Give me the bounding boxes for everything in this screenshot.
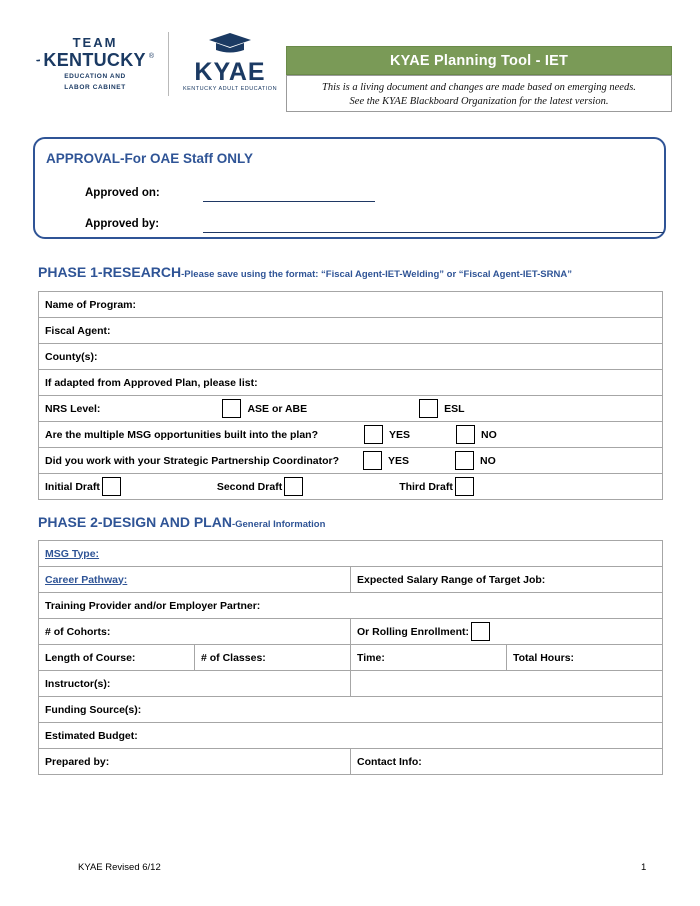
- table-row: [39, 292, 663, 318]
- table-row: [39, 422, 663, 448]
- table-row: [39, 645, 663, 671]
- table-row: [39, 619, 663, 645]
- approved-on-label: Approved on:: [85, 187, 160, 199]
- document-subtitle-box: [286, 75, 672, 112]
- field-strategic-partnership-coordinator[interactable]: [39, 448, 663, 474]
- field-draft-row[interactable]: [39, 474, 663, 500]
- page-title: KYAE Planning Tool - IET: [390, 52, 568, 69]
- label-third-draft: Third Draft: [399, 480, 453, 493]
- table-row: [39, 344, 663, 370]
- approved-on-field[interactable]: [203, 201, 375, 202]
- team-logo-subline-2: LABOR CABINET: [64, 84, 126, 91]
- field-career-pathway[interactable]: [39, 567, 351, 593]
- page-header: [28, 30, 672, 112]
- label-spc-yes: YES: [388, 454, 410, 467]
- graduation-cap-icon: [208, 32, 252, 54]
- table-row: [39, 723, 663, 749]
- field-instructors[interactable]: Instructor(s):: [39, 671, 351, 697]
- field-training-provider[interactable]: Training Provider and/or Employer Partner:: [39, 593, 663, 619]
- phase2-heading: [38, 514, 325, 532]
- subtitle-line-2: See the KYAE Blackboard Organization for the latest version.: [349, 96, 609, 107]
- field-prepared-by[interactable]: Prepared by:: [39, 749, 351, 775]
- label-msg-yes: YES: [389, 428, 411, 441]
- checkbox-second-draft[interactable]: [284, 477, 303, 496]
- label-initial-draft: Initial Draft: [45, 480, 100, 493]
- checkbox-spc-no[interactable]: [455, 451, 474, 470]
- kyae-logo-subtitle: KENTUCKY ADULT EDUCATION: [182, 86, 278, 92]
- field-funding-sources[interactable]: Funding Source(s):: [39, 697, 663, 723]
- phase1-heading-note: -Please save using the format: “Fiscal Agent-IET-Welding” or “Fiscal Agent-IET-SRNA”: [181, 269, 572, 280]
- field-msg-type[interactable]: [39, 541, 663, 567]
- field-estimated-budget[interactable]: Estimated Budget:: [39, 723, 663, 749]
- field-cohorts[interactable]: # of Cohorts:: [39, 619, 351, 645]
- rolling-enrollment-label: Or Rolling Enrollment:: [357, 625, 469, 638]
- team-logo-kentucky-word: KENTUCKY: [43, 50, 146, 70]
- team-logo-subline-1: EDUCATION AND: [64, 73, 126, 80]
- checkbox-msg-no[interactable]: [456, 425, 475, 444]
- table-row: [39, 593, 663, 619]
- field-nrs-level[interactable]: [39, 396, 663, 422]
- phase2-table: [38, 540, 663, 775]
- table-row: [39, 671, 663, 697]
- phase2-heading-note: -General Information: [231, 519, 326, 530]
- table-row: [39, 370, 663, 396]
- subtitle-line-1: This is a living document and changes are made based on emerging needs.: [322, 82, 636, 93]
- logo-divider: [168, 32, 169, 96]
- field-adapted-from-approved-plan[interactable]: If adapted from Approved Plan, please list:: [39, 370, 663, 396]
- footer-revision: KYAE Revised 6/12: [78, 862, 161, 873]
- field-name-of-program[interactable]: Name of Program:: [39, 292, 663, 318]
- team-logo-team-word: TEAM: [72, 35, 118, 50]
- career-pathway-label: Career Pathway:: [45, 573, 128, 586]
- checkbox-msg-yes[interactable]: [364, 425, 383, 444]
- document-title-bar: [286, 46, 672, 75]
- table-row: [39, 448, 663, 474]
- label-spc-no: NO: [480, 454, 496, 467]
- table-row: [39, 697, 663, 723]
- field-number-of-classes[interactable]: # of Classes:: [195, 645, 351, 671]
- approval-box: [33, 137, 666, 239]
- field-contact-info[interactable]: Contact Info:: [351, 749, 663, 775]
- table-row: [39, 474, 663, 500]
- spc-question-label: Did you work with your Strategic Partnership Coordinator?: [45, 454, 340, 467]
- field-total-hours[interactable]: Total Hours:: [507, 645, 663, 671]
- table-row: [39, 749, 663, 775]
- field-rolling-enrollment[interactable]: [351, 619, 663, 645]
- phase1-heading: [38, 264, 572, 282]
- field-length-of-course[interactable]: Length of Course:: [39, 645, 195, 671]
- table-row: [39, 567, 663, 593]
- approval-title: APPROVAL-For OAE Staff ONLY: [46, 151, 254, 166]
- footer-page-number: 1: [641, 862, 647, 873]
- label-ase-or-abe: ASE or ABE: [247, 402, 308, 415]
- checkbox-third-draft[interactable]: [455, 477, 474, 496]
- kentucky-state-shape-icon: [36, 54, 40, 67]
- checkbox-initial-draft[interactable]: [102, 477, 121, 496]
- approved-by-field[interactable]: [203, 232, 664, 233]
- kyae-logo-word: KYAE: [194, 58, 266, 86]
- checkbox-rolling-enrollment[interactable]: [471, 622, 490, 641]
- registered-mark: ®: [148, 53, 154, 60]
- table-row: [39, 396, 663, 422]
- approved-by-label: Approved by:: [85, 218, 160, 230]
- field-msg-opportunities[interactable]: [39, 422, 663, 448]
- phase2-heading-main: PHASE 2-DESIGN AND PLAN: [38, 514, 232, 530]
- label-esl: ESL: [444, 402, 465, 415]
- checkbox-esl[interactable]: [419, 399, 438, 418]
- field-fiscal-agent[interactable]: Fiscal Agent:: [39, 318, 663, 344]
- label-second-draft: Second Draft: [216, 480, 283, 493]
- table-row: [39, 541, 663, 567]
- checkbox-spc-yes[interactable]: [363, 451, 382, 470]
- checkbox-ase-or-abe[interactable]: [222, 399, 241, 418]
- label-msg-no: NO: [481, 428, 497, 441]
- nrs-level-label: NRS Level:: [45, 402, 101, 415]
- phase1-heading-main: PHASE 1-RESEARCH: [38, 264, 182, 280]
- field-instructors-value[interactable]: [351, 671, 663, 697]
- table-row: [39, 318, 663, 344]
- msg-type-label: MSG Type:: [45, 547, 100, 560]
- field-expected-salary[interactable]: Expected Salary Range of Target Job:: [351, 567, 663, 593]
- field-counties[interactable]: County(s):: [39, 344, 663, 370]
- field-time[interactable]: Time:: [351, 645, 507, 671]
- msg-question-label: Are the multiple MSG opportunities built into the plan?: [45, 428, 318, 441]
- team-kentucky-logo: [36, 36, 154, 92]
- phase1-table: [38, 291, 663, 500]
- kyae-logo: [180, 32, 280, 93]
